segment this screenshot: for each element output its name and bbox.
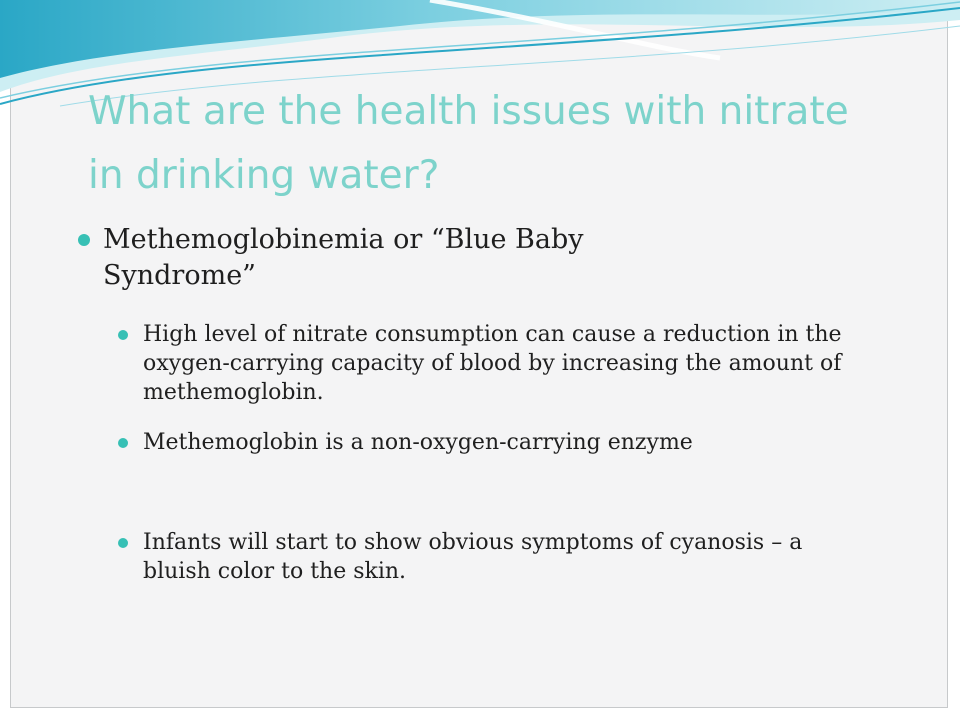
bullet-dot-icon	[78, 234, 90, 246]
bullet-dot-icon	[118, 538, 128, 548]
sub-bullet-text: Infants will start to show obvious symptoms of cyanosis – a bluish color to the skin.	[143, 530, 803, 584]
sub-bullet-text: High level of nitrate consumption can cause a reduction in the oxygen-carrying capacity of blood by increasing the amount of methemoglobin.	[143, 322, 842, 405]
sub-bullet-text: Methemoglobin is a non-oxygen-carrying enzyme	[143, 430, 693, 455]
sub-bullet-item	[118, 320, 843, 407]
bullet-list	[78, 222, 878, 586]
slide-title: What are the health issues with nitrate in drinking water?	[88, 89, 849, 198]
bullet-text: Methemoglobinemia or “Blue Baby Syndrome”	[103, 224, 584, 291]
sub-bullet-item	[118, 428, 843, 457]
bullet-dot-icon	[118, 330, 128, 340]
bullet-dot-icon	[118, 438, 128, 448]
sub-bullet-item	[118, 528, 843, 586]
bullet-item	[78, 222, 723, 294]
